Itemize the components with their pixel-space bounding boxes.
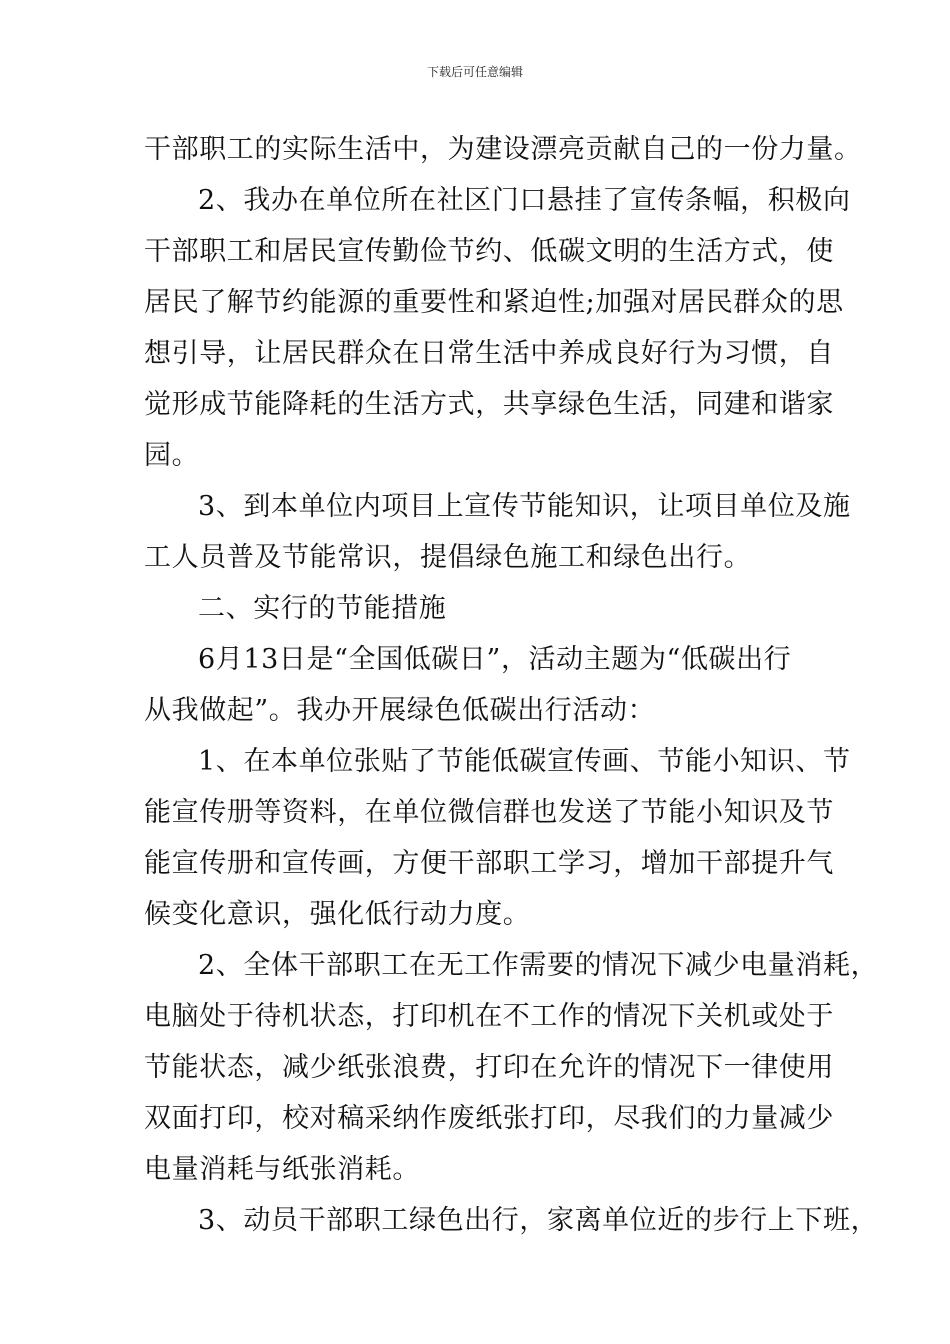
text-line: 6月13日是“全国低碳日”，活动主题为“低碳出行	[198, 644, 792, 675]
text-line: 1、在本单位张贴了节能低碳宣传画、节能小知识、节	[198, 746, 851, 777]
text-line: 3、动员干部职工绿色出行，家离单位近的步行上下班，	[198, 1205, 879, 1236]
document-body	[144, 124, 879, 1246]
text-line: 想引导，让居民群众在日常生活中养成良好行为习惯，自	[144, 338, 834, 369]
text-line: 居民了解节约能源的重要性和紧迫性;加强对居民群众的思	[144, 287, 844, 318]
text-line: 节能状态，减少纸张浪费，打印在允许的情况下一律使用	[144, 1052, 834, 1083]
text-line: 3、到本单位内项目上宣传节能知识，让项目单位及施	[198, 491, 851, 522]
text-line: 园。	[144, 440, 200, 471]
text-line: 候变化意识，强化低行动力度。	[144, 899, 531, 930]
text-line: 干部职工和居民宣传勤俭节约、低碳文明的生活方式，使	[144, 236, 834, 267]
text-line: 电脑处于待机状态，打印机在不工作的情况下关机或处于	[144, 1001, 834, 1032]
text-line: 电量消耗与纸张消耗。	[144, 1154, 420, 1185]
page-header: 下载后可任意编辑	[426, 65, 523, 79]
text-line: 2、我办在单位所在社区门口悬挂了宣传条幅，积极向	[198, 185, 851, 216]
text-line: 双面打印，校对稿采纳作废纸张打印，尽我们的力量减少	[144, 1103, 834, 1134]
text-line: 觉形成节能降耗的生活方式，共享绿色生活，同建和谐家	[144, 389, 834, 420]
text-line: 从我做起”。我办开展绿色低碳出行活动：	[144, 695, 656, 726]
text-line: 工人员普及节能常识，提倡绿色施工和绿色出行。	[144, 542, 752, 573]
text-line: 2、全体干部职工在无工作需要的情况下减少电量消耗，	[198, 950, 879, 981]
section-heading: 二、实行的节能措施	[198, 593, 447, 624]
text-line: 能宣传册等资料，在单位微信群也发送了节能小知识及节	[144, 797, 834, 828]
text-line: 干部职工的实际生活中，为建设漂亮贡献自己的一份力量。	[144, 134, 862, 165]
text-line: 能宣传册和宣传画，方便干部职工学习，增加干部提升气	[144, 848, 834, 879]
